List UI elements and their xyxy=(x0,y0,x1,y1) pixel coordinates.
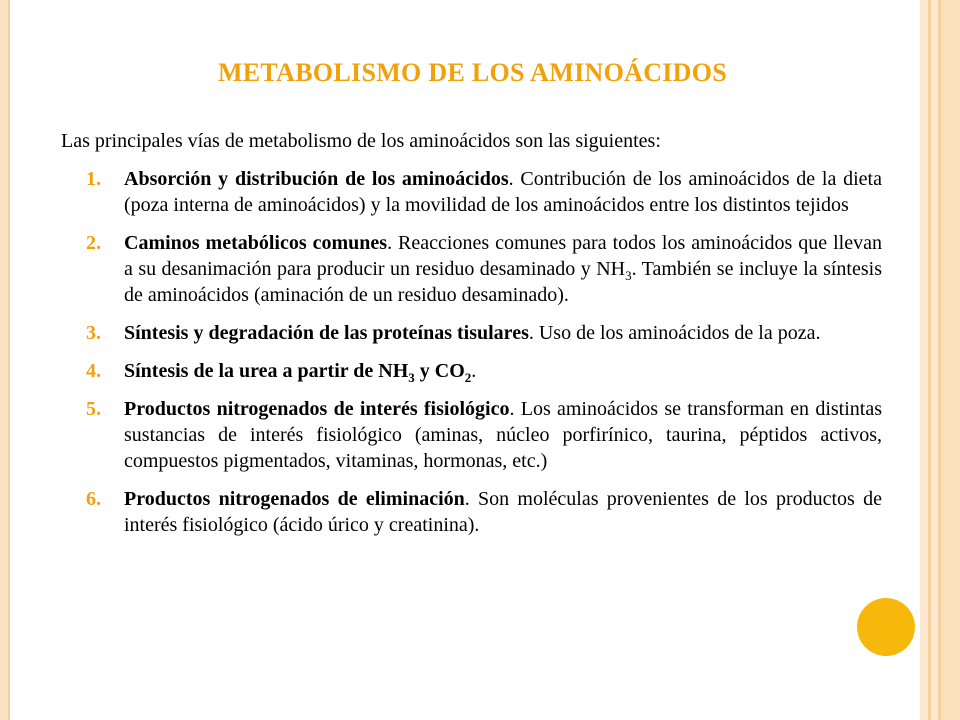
item-text: . xyxy=(471,360,477,382)
border-stripe xyxy=(931,0,938,720)
list-item xyxy=(86,486,882,538)
decorative-circle xyxy=(857,598,915,656)
item-heading: Productos nitrogenados de interés fisiológico xyxy=(124,398,510,420)
list-item xyxy=(86,166,882,218)
item-heading-part: Síntesis de la urea a partir de NH xyxy=(124,360,409,382)
list-item xyxy=(86,320,882,346)
list-item xyxy=(86,358,882,384)
item-text: . Son moléculas provenientes de los productos de interés fisiológico (ácido úrico y creatinina). xyxy=(124,488,882,536)
item-number: 2. xyxy=(86,232,101,254)
right-border-decoration xyxy=(920,0,960,720)
item-heading: Absorción y distribución de los aminoácidos xyxy=(124,168,509,190)
item-text: . Reacciones comunes para todos los aminoácidos que llevan a su desanimación para producir un residuo desaminado y NH xyxy=(124,232,882,280)
item-text: . Los aminoácidos se transforman en distintas sustancias de interés fisiológico (aminas, núcleo porfirínico, taurina, péptidos activos, compuestos pigmentados, vitaminas, hormonas, etc.) xyxy=(124,398,882,472)
item-heading: Síntesis y degradación de las proteínas tisulares xyxy=(124,322,529,344)
pathway-list xyxy=(86,166,882,550)
left-border-decoration xyxy=(0,0,10,720)
item-heading-part: y CO xyxy=(414,360,465,382)
item-heading: Caminos metabólicos comunes xyxy=(124,232,388,254)
item-heading xyxy=(124,360,472,385)
item-number: 1. xyxy=(86,168,101,190)
border-stripe xyxy=(920,0,928,720)
subscript: 3 xyxy=(625,268,632,283)
item-number: 3. xyxy=(86,322,101,344)
list-item xyxy=(86,230,882,308)
subscript: 2 xyxy=(464,370,472,385)
slide-title: METABOLISMO DE LOS AMINOÁCIDOS xyxy=(217,58,728,87)
intro-text: Las principales vías de metabolismo de los aminoácidos son las siguientes: xyxy=(61,130,661,152)
item-heading: Productos nitrogenados de eliminación xyxy=(124,488,465,510)
item-number: 5. xyxy=(86,398,101,420)
item-text: . También se incluye la síntesis de aminoácidos (aminación de un residuo desaminado). xyxy=(124,258,882,306)
item-number: 4. xyxy=(86,360,101,382)
item-text: . Contribución de los aminoácidos de la dieta (poza interna de aminoácidos) y la movilidad de los aminoácidos entre los distintos tejidos xyxy=(124,168,882,216)
list-item xyxy=(86,396,882,474)
subscript: 3 xyxy=(408,370,415,385)
item-text: . Uso de los aminoácidos de la poza. xyxy=(528,322,821,344)
item-number: 6. xyxy=(86,488,101,510)
border-stripe xyxy=(941,0,960,720)
